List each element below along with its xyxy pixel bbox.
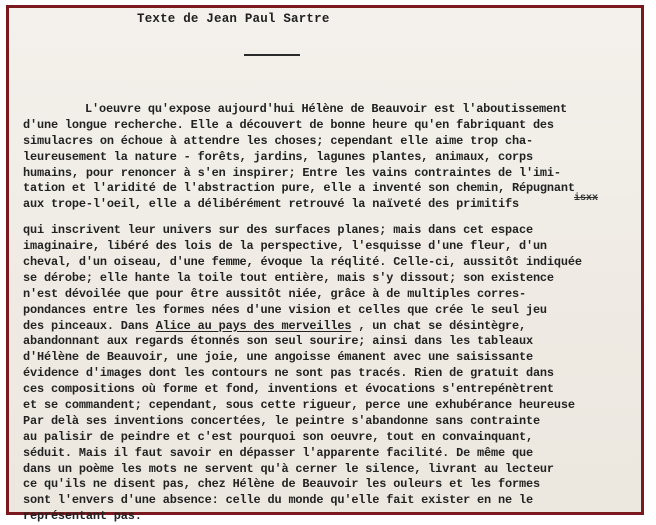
text-fragment: , un chat se désintègre,	[351, 318, 526, 333]
text-line: se dérobe; elle hante la toile tout entière, mais s'y dissout; son existence	[23, 270, 554, 285]
struck-out-correction: isxx	[574, 193, 599, 204]
text-line: humains, pour renoncer à s'en inspirer; Entre les vains contraintes de l'imi-	[23, 165, 561, 180]
text-line: leureusement la nature - forêts, jardins, lagunes plantes, animaux, corps	[23, 149, 533, 164]
document-title: Texte de Jean Paul Sartre	[137, 12, 330, 26]
text-line: d'une longue recherche. Elle a découvert de bonne heure qu'en fabriquant des	[23, 117, 554, 132]
text-line: séduit. Mais il faut savoir en dépasser l'apparente facilité. De même que	[23, 445, 533, 460]
text-line: abandonnant aux regards étonnés son seul sourire; ainsi dans les tableaux	[23, 334, 533, 349]
text-line: représentant pas.	[23, 509, 142, 524]
text-line: au palisir de peindre et c'est pourquoi son oeuvre, tout en convainquant,	[23, 429, 533, 444]
text-line: imaginaire, libéré des lois de la perspective, l'esquisse d'une fleur, d'un	[23, 239, 547, 254]
text-line: et se commandent; cependant, sous cette rigueur, perce une exhubérance heureuse	[23, 398, 575, 413]
text-line: pondances entre les formes nées d'une vision et celles que crée le seul jeu	[23, 302, 547, 317]
text-line: Par delà ses inventions concertées, le peintre s'abandonne sans contrainte	[23, 413, 540, 428]
text-line: n'est dévoilée que pour être aussitôt niée, grâce à de multiples corres-	[23, 286, 526, 301]
text-line: aux trope-l'oeil, elle a délibérément retrouvé la naïveté des primitifs	[23, 197, 519, 212]
document-body	[23, 102, 643, 525]
text-line: tation et l'aridité de l'abstraction pure, elle a inventé son chemin, Répugnant	[23, 181, 575, 196]
document-frame	[6, 5, 644, 524]
underlined-book-title: Alice au pays des merveilles	[155, 318, 352, 333]
text-line: cheval, d'un oiseau, d'une femme, évoque la réqlité. Celle-ci, aussitôt indiquée	[23, 255, 582, 270]
text-line: ce qu'ils ne disent pas, chez Hélène de Beauvoir les ouleurs et les formes	[23, 477, 540, 492]
text-line: évidence d'images dont les contours ne sont pas tracés. Rien de gratuit dans	[23, 366, 554, 381]
title-underline-rule	[244, 54, 300, 56]
text-line: sont l'envers d'une absence: celle du monde qu'elle fait exister en ne le	[23, 493, 533, 508]
text-line: L'oeuvre qu'expose aujourd'hui Hélène de Beauvoir est l'aboutissement	[85, 102, 568, 116]
text-line-with-title	[23, 319, 643, 335]
text-line: qui inscrivent leur univers sur des surfaces planes; mais dans cet espace	[23, 223, 533, 238]
text-line: ces compositions où forme et fond, inventions et évocations s'entrepénètrent	[23, 382, 554, 397]
text-fragment: des pinceaux. Dans	[23, 318, 156, 333]
text-line: dans un poème les mots ne servent qu'à cerner le silence, livrant au lecteur	[23, 461, 554, 476]
text-line: simulacres on échoue à attendre les choses; cependant elle aime trop cha-	[23, 133, 533, 148]
text-line: d'Hélène de Beauvoir, une joie, une angoisse émanent avec une saisissante	[23, 350, 533, 365]
